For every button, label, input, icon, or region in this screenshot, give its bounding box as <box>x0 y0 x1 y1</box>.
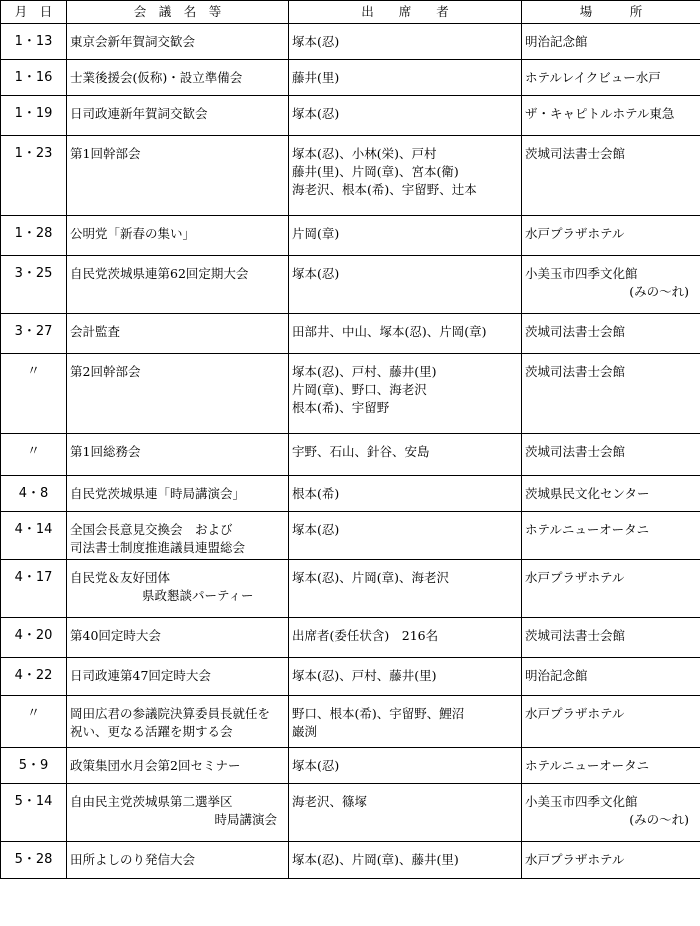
place-line: ホテルレイクビュー水戸 <box>525 70 661 85</box>
meeting-name-cell <box>67 512 289 560</box>
attendees-line: 田部井、中山、塚本(忍)、片岡(章) <box>292 324 487 339</box>
table-row <box>1 24 700 60</box>
place-line: 茨城司法書士会館 <box>525 324 626 339</box>
place-line: 茨城司法書士会館 <box>525 146 626 161</box>
table-row <box>1 354 700 434</box>
place-line: ホテルニューオータニ <box>525 522 650 537</box>
date-cell: 4・14 <box>1 512 67 560</box>
table-row <box>1 256 700 314</box>
place-cell <box>522 434 700 476</box>
table-row <box>1 216 700 256</box>
meeting-name-cell <box>67 136 289 216</box>
attendees-line: 塚本(忍)、片岡(章)、海老沢 <box>292 570 450 585</box>
place-line: 茨城県民文化センター <box>525 486 650 501</box>
place-cell <box>522 784 700 842</box>
date-cell: 3・27 <box>1 314 67 354</box>
place-cell <box>522 748 700 784</box>
schedule-rows <box>1 24 700 879</box>
date-cell: 1・16 <box>1 60 67 96</box>
table-row <box>1 560 700 618</box>
attendees-cell <box>289 618 522 658</box>
meeting-name-cell <box>67 658 289 696</box>
place-line: 水戸プラザホテル <box>525 226 625 241</box>
place-line: 茨城司法書士会館 <box>525 628 626 643</box>
meeting-name-line: 第1回総務会 <box>70 444 141 459</box>
place-line: ザ・キャピトルホテル東急 <box>525 106 675 121</box>
attendees-line: 塚本(忍) <box>292 34 340 49</box>
meeting-name-line: 第40回定時大会 <box>70 628 161 643</box>
place-cell <box>522 512 700 560</box>
meeting-name-cell <box>67 60 289 96</box>
place-line: (みの～れ) <box>629 812 689 827</box>
header-row <box>1 1 700 24</box>
header-date: 月 日 <box>1 1 67 24</box>
attendees-line: 塚本(忍)、小林(栄)、戸村 <box>292 146 437 161</box>
place-cell <box>522 24 700 60</box>
meeting-name-line: 祝い、更なる活躍を期する会 <box>70 724 233 739</box>
attendees-cell <box>289 748 522 784</box>
place-line: 明治記念館 <box>525 668 588 683</box>
table-row <box>1 512 700 560</box>
place-cell <box>522 136 700 216</box>
meeting-name-cell <box>67 434 289 476</box>
attendees-line: 藤井(里)、片岡(章)、宮本(衛) <box>292 164 459 179</box>
meeting-name-line: 自由民主党茨城県第二選挙区 <box>70 794 233 809</box>
attendees-line: 塚本(忍) <box>292 522 340 537</box>
place-cell <box>522 96 700 136</box>
table-row <box>1 476 700 512</box>
date-cell: 4・8 <box>1 476 67 512</box>
date-cell: 5・14 <box>1 784 67 842</box>
meeting-name-line: 日司政連新年賀詞交歓会 <box>70 106 208 121</box>
place-line: 明治記念館 <box>525 34 588 49</box>
attendees-cell <box>289 216 522 256</box>
table-row <box>1 618 700 658</box>
place-cell <box>522 314 700 354</box>
attendees-cell <box>289 560 522 618</box>
place-line: 小美玉市四季文化館 <box>525 266 638 281</box>
meeting-name-cell <box>67 560 289 618</box>
table-row <box>1 434 700 476</box>
place-line: ホテルニューオータニ <box>525 758 650 773</box>
attendees-cell <box>289 60 522 96</box>
meeting-name-line: 自民党茨城県連「時局講演会」 <box>70 486 246 501</box>
meeting-name-line: 日司政連第47回定時大会 <box>70 668 211 683</box>
attendees-line: 塚本(忍) <box>292 266 340 281</box>
date-cell: 4・17 <box>1 560 67 618</box>
meeting-name-line: 時局講演会 <box>214 812 277 827</box>
meeting-name-cell <box>67 784 289 842</box>
meeting-name-cell <box>67 748 289 784</box>
meeting-name-cell <box>67 842 289 879</box>
meeting-name-line: 会計監査 <box>70 324 121 339</box>
attendees-cell <box>289 256 522 314</box>
attendees-cell <box>289 24 522 60</box>
attendees-line: 片岡(章)、野口、海老沢 <box>292 382 427 397</box>
attendees-line: 藤井(里) <box>292 70 340 85</box>
attendees-line: 塚本(忍)、戸村、藤井(里) <box>292 364 437 379</box>
date-cell: 4・22 <box>1 658 67 696</box>
date-cell: 1・13 <box>1 24 67 60</box>
attendees-line: 海老沢、篠塚 <box>292 794 368 809</box>
table-row <box>1 60 700 96</box>
attendees-line: 野口、根本(希)、宇留野、鯉沼 <box>292 706 465 721</box>
attendees-cell <box>289 842 522 879</box>
attendees-cell <box>289 476 522 512</box>
attendees-cell <box>289 696 522 748</box>
date-cell: 5・9 <box>1 748 67 784</box>
meeting-name-cell <box>67 256 289 314</box>
place-cell <box>522 842 700 879</box>
date-cell: 4・20 <box>1 618 67 658</box>
meeting-name-cell <box>67 618 289 658</box>
attendees-cell <box>289 512 522 560</box>
attendees-line: 塚本(忍)、片岡(章)、藤井(里) <box>292 852 459 867</box>
meeting-name-line: 司法書士制度推進議員連盟総会 <box>70 540 246 555</box>
place-cell <box>522 216 700 256</box>
table-row <box>1 314 700 354</box>
header-attendees: 出 席 者 <box>289 1 522 24</box>
meeting-name-line: 岡田広君の参議院決算委員長就任を <box>70 706 271 721</box>
attendees-cell <box>289 96 522 136</box>
meeting-name-line: 公明党「新春の集い」 <box>70 226 196 241</box>
date-cell: 1・28 <box>1 216 67 256</box>
place-cell <box>522 658 700 696</box>
meeting-name-cell <box>67 696 289 748</box>
attendees-line: 根本(希)、宇留野 <box>292 400 390 415</box>
place-cell <box>522 618 700 658</box>
attendees-line: 塚本(忍)、戸村、藤井(里) <box>292 668 437 683</box>
place-cell <box>522 354 700 434</box>
meeting-name-line: 政策集団水月会第2回セミナー <box>70 758 241 773</box>
table-row <box>1 658 700 696</box>
meeting-name-line: 第2回幹部会 <box>70 364 141 379</box>
table-row <box>1 696 700 748</box>
header-meeting-name: 会 議 名 等 <box>67 1 289 24</box>
attendees-cell <box>289 314 522 354</box>
attendees-line: 巌渕 <box>292 724 318 739</box>
meeting-name-cell <box>67 216 289 256</box>
attendees-line: 出席者(委任状含) 216名 <box>292 628 439 643</box>
place-line: 水戸プラザホテル <box>525 852 625 867</box>
place-cell <box>522 476 700 512</box>
attendees-line: 塚本(忍) <box>292 758 340 773</box>
place-line: 茨城司法書士会館 <box>525 364 626 379</box>
date-cell: 〃 <box>1 354 67 434</box>
attendees-cell <box>289 784 522 842</box>
meeting-name-line: 士業後援会(仮称)・設立準備会 <box>70 70 243 85</box>
meeting-name-line: 第1回幹部会 <box>70 146 141 161</box>
attendees-line: 片岡(章) <box>292 226 340 241</box>
place-line: 小美玉市四季文化館 <box>525 794 638 809</box>
meeting-name-line: 自民党＆友好団体 <box>70 570 171 585</box>
table-row <box>1 842 700 879</box>
date-cell: 1・19 <box>1 96 67 136</box>
meeting-name-line: 田所よしのり発信大会 <box>70 852 196 867</box>
meeting-name-cell <box>67 314 289 354</box>
meeting-name-line: 自民党茨城県連第62回定期大会 <box>70 266 249 281</box>
meeting-name-cell <box>67 354 289 434</box>
place-cell <box>522 256 700 314</box>
date-cell: 5・28 <box>1 842 67 879</box>
header-place: 場 所 <box>522 1 700 24</box>
attendees-line: 海老沢、根本(希)、宇留野、辻本 <box>292 182 477 197</box>
place-cell <box>522 560 700 618</box>
meeting-name-line: 東京会新年賀詞交歓会 <box>70 34 196 49</box>
table-row <box>1 96 700 136</box>
table-row <box>1 748 700 784</box>
attendees-cell <box>289 658 522 696</box>
date-cell: 〃 <box>1 696 67 748</box>
attendees-line: 根本(希) <box>292 486 340 501</box>
attendees-cell <box>289 434 522 476</box>
date-cell: 3・25 <box>1 256 67 314</box>
attendees-cell <box>289 354 522 434</box>
meeting-name-cell <box>67 476 289 512</box>
table-row <box>1 784 700 842</box>
attendees-cell <box>289 136 522 216</box>
meeting-name-line: 全国会長意見交換会 および <box>70 522 233 537</box>
place-line: 茨城司法書士会館 <box>525 444 626 459</box>
attendees-line: 宇野、石山、針谷、安島 <box>292 444 430 459</box>
date-cell: 1・23 <box>1 136 67 216</box>
date-cell: 〃 <box>1 434 67 476</box>
meeting-name-cell <box>67 24 289 60</box>
place-cell <box>522 696 700 748</box>
meeting-name-cell <box>67 96 289 136</box>
place-line: (みの～れ) <box>629 284 689 299</box>
place-cell <box>522 60 700 96</box>
place-line: 水戸プラザホテル <box>525 570 625 585</box>
place-line: 水戸プラザホテル <box>525 706 625 721</box>
table-row <box>1 136 700 216</box>
attendees-line: 塚本(忍) <box>292 106 340 121</box>
meeting-name-line: 県政懇談パーティー <box>142 588 254 603</box>
